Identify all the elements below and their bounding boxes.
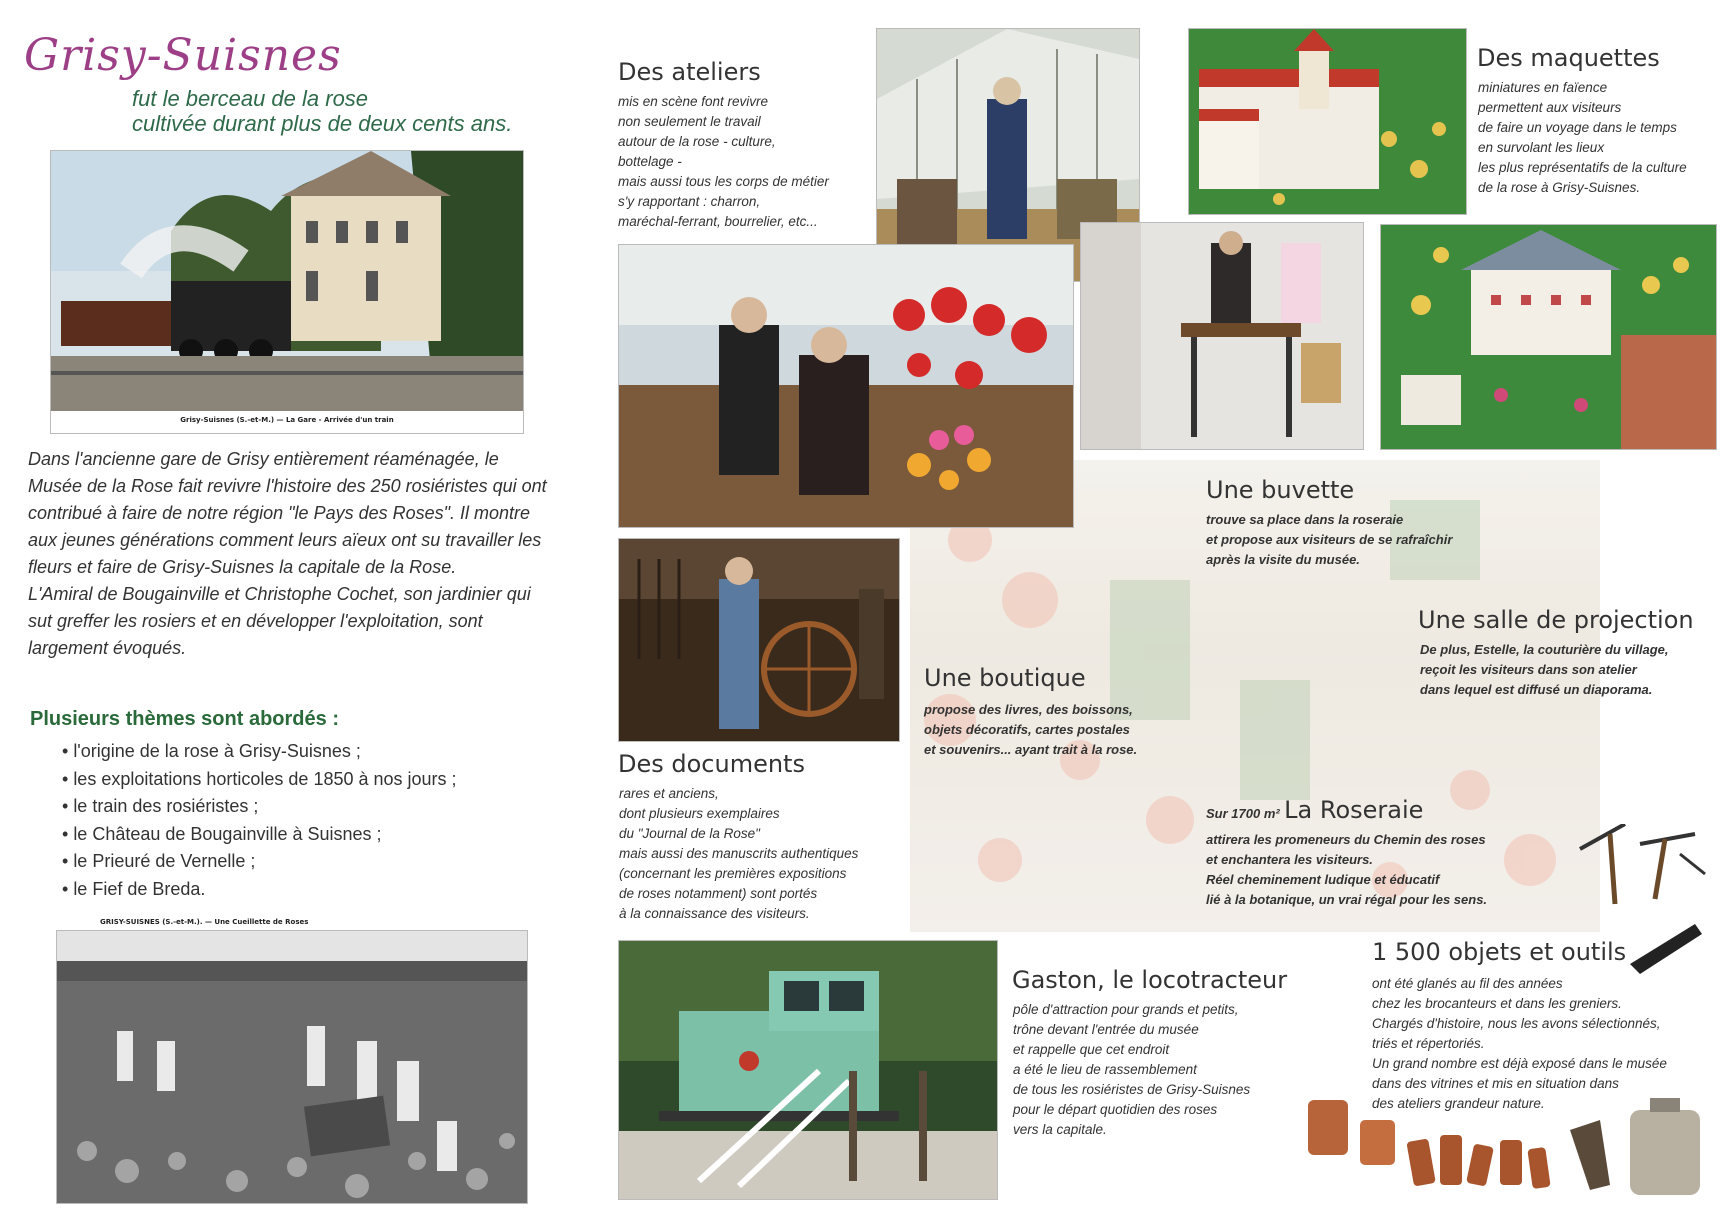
boutique-heading: Une boutique	[924, 664, 1086, 692]
text-line: bottelage -	[618, 154, 682, 169]
buvette-text	[1206, 510, 1506, 570]
projection-heading: Une salle de projection	[1418, 606, 1694, 634]
list-item: • l'origine de la rose à Grisy-Suisnes ;	[62, 738, 457, 766]
list-item: • les exploitations horticoles de 1850 à nos jours ;	[62, 766, 457, 794]
themes-title: Plusieurs thèmes sont abordés :	[30, 708, 339, 730]
list-item: • le train des rosiéristes ;	[62, 793, 457, 821]
intro-text: Dans l'ancienne gare de Grisy entièrement réaménagée, le Musée de la Rose fait revivre l'histoire des 250 rosiéristes qui ont contribué à faire de notre région "le Pays des Roses". Il montre aux jeunes générations comment leurs aïeux ont su travailler les fleurs et faire de Grisy-Suisnes la capitale de la Rose.	[28, 449, 547, 577]
copper-objects-illustration	[1300, 1090, 1720, 1202]
objets-heading: 1 500 objets et outils	[1372, 938, 1627, 966]
text-line: dans lequel est diffusé un diaporama.	[1420, 682, 1653, 697]
train-station-illustration	[51, 151, 523, 433]
forge-illustration	[619, 539, 899, 741]
roseraie-text	[1206, 830, 1536, 910]
text-line: rares et anciens,	[619, 786, 719, 801]
text-line: Chargés d'histoire, nous les avons sélectionnés,	[1372, 1016, 1661, 1031]
boutique-text	[924, 700, 1174, 760]
text-line: et rappelle que cet endroit	[1013, 1042, 1170, 1057]
text-line: pôle d'attraction pour grands et petits,	[1013, 1002, 1239, 1017]
train-station-caption: Grisy-Suisnes (S.-et-M.) — La Gare - Arrivée d'un train	[180, 416, 394, 424]
text-line: autour de la rose - culture,	[618, 134, 776, 149]
ateliers-heading: Des ateliers	[618, 58, 761, 86]
text-line: maréchal-ferrant, bourrelier, etc...	[618, 214, 818, 229]
text-line: mais aussi des manuscrits authentiques	[619, 846, 859, 861]
list-item: • le Château de Bougainville à Suisnes ;	[62, 821, 457, 849]
text-line: triés et répertoriés.	[1372, 1036, 1485, 1051]
text-line: Réel cheminement ludique et éducatif	[1206, 872, 1440, 887]
text-line: de la rose à Grisy-Suisnes.	[1478, 180, 1641, 195]
seamstress-illustration	[1081, 223, 1363, 449]
list-item: • le Prieuré de Vernelle ;	[62, 848, 457, 876]
text-line: (concernant les premières expositions	[619, 866, 847, 881]
intro-paragraph	[28, 446, 548, 662]
seamstress-photo	[1080, 222, 1364, 450]
maquette-illustration-1	[1189, 29, 1466, 214]
subtitle-line-1: fut le berceau de la rose	[132, 86, 369, 111]
forge-photo	[618, 538, 900, 742]
text-line: mais aussi tous les corps de métier	[618, 174, 829, 189]
text-line: en survolant les lieux	[1478, 140, 1605, 155]
text-line: trône devant l'entrée du musée	[1013, 1022, 1199, 1037]
text-line: reçoit les visiteurs dans son atelier	[1420, 662, 1637, 677]
subtitle	[132, 86, 512, 136]
page-title: Grisy-Suisnes	[24, 30, 342, 81]
maquette-photo-2	[1380, 224, 1717, 450]
intro-text-2: L'Amiral de Bougainville et Christophe Cochet, son jardinier qui sut greffer les rosiers et en développer l'exploitation, sont largement évoqués.	[28, 584, 531, 658]
text-line: chez les brocanteurs et dans les greniers.	[1372, 996, 1622, 1011]
text-line: a été le lieu de rassemblement	[1013, 1062, 1197, 1077]
text-line: trouve sa place dans la roseraie	[1206, 512, 1404, 527]
text-line: dans des vitrines et mis en situation dans	[1372, 1076, 1619, 1091]
text-line: propose des livres, des boissons,	[924, 702, 1133, 717]
text-line: objets décoratifs, cartes postales	[924, 722, 1130, 737]
rose-harvest-photo	[56, 930, 528, 1204]
documents-text	[619, 784, 919, 924]
maquette-illustration-2	[1381, 225, 1716, 449]
roseraie-title: La Roseraie	[1284, 796, 1424, 824]
roseraie-heading	[1206, 796, 1423, 824]
themes-list	[62, 738, 457, 903]
text-line: de roses notamment) sont portés	[619, 886, 818, 901]
maquettes-heading: Des maquettes	[1477, 44, 1660, 72]
text-line: s'y rapportant : charron,	[618, 194, 761, 209]
text-line: pour le départ quotidien des roses	[1013, 1102, 1218, 1117]
maquettes-text	[1478, 78, 1718, 198]
text-line: à la connaissance des visiteurs.	[619, 906, 810, 921]
rose-harvest-illustration	[57, 931, 527, 1203]
train-station-photo	[50, 150, 524, 434]
flower-workshop-photo	[618, 244, 1074, 528]
text-line: ont été glanés au fil des années	[1372, 976, 1563, 991]
gaston-text	[1013, 1000, 1303, 1140]
ateliers-text	[618, 92, 868, 232]
documents-heading: Des documents	[618, 750, 805, 778]
text-line: de tous les rosiéristes de Grisy-Suisnes	[1013, 1082, 1251, 1097]
text-line: non seulement le travail	[618, 114, 761, 129]
text-line: vers la capitale.	[1013, 1122, 1107, 1137]
projection-text	[1420, 640, 1720, 700]
text-line: Un grand nombre est déjà exposé dans le musée	[1372, 1056, 1667, 1071]
text-line: attirera les promeneurs du Chemin des roses	[1206, 832, 1486, 847]
text-line: du "Journal de la Rose"	[619, 826, 760, 841]
subtitle-line-2: cultivée durant plus de deux cents ans.	[132, 111, 513, 136]
text-line: lié à la botanique, un vrai régal pour les sens.	[1206, 892, 1488, 907]
gaston-heading: Gaston, le locotracteur	[1012, 966, 1288, 994]
maquette-photo-1	[1188, 28, 1467, 215]
text-line: De plus, Estelle, la couturière du village,	[1420, 642, 1669, 657]
rose-harvest-caption: GRISY-SUISNES (S.-et-M.). — Une Cueillette de Roses	[100, 918, 309, 926]
list-item: • le Fief de Breda.	[62, 876, 457, 904]
text-line: après la visite du musée.	[1206, 552, 1360, 567]
text-line: et propose aux visiteurs de se rafraîchir	[1206, 532, 1453, 547]
text-line: des ateliers grandeur nature.	[1372, 1096, 1545, 1111]
text-line: les plus représentatifs de la culture	[1478, 160, 1687, 175]
text-line: miniatures en faïence	[1478, 80, 1608, 95]
copper-objects-icon	[1300, 1090, 1720, 1202]
locotracteur-photo	[618, 940, 998, 1200]
flower-workshop-illustration	[619, 245, 1073, 527]
text-line: de faire un voyage dans le temps	[1478, 120, 1677, 135]
roseraie-area: Sur 1700 m²	[1206, 806, 1280, 821]
buvette-heading: Une buvette	[1206, 476, 1355, 504]
text-line: dont plusieurs exemplaires	[619, 806, 780, 821]
locotracteur-illustration	[619, 941, 997, 1199]
text-line: et souvenirs... ayant trait à la rose.	[924, 742, 1138, 757]
text-line: et enchantera les visiteurs.	[1206, 852, 1373, 867]
text-line: mis en scène font revivre	[618, 94, 769, 109]
text-line: permettent aux visiteurs	[1478, 100, 1622, 115]
